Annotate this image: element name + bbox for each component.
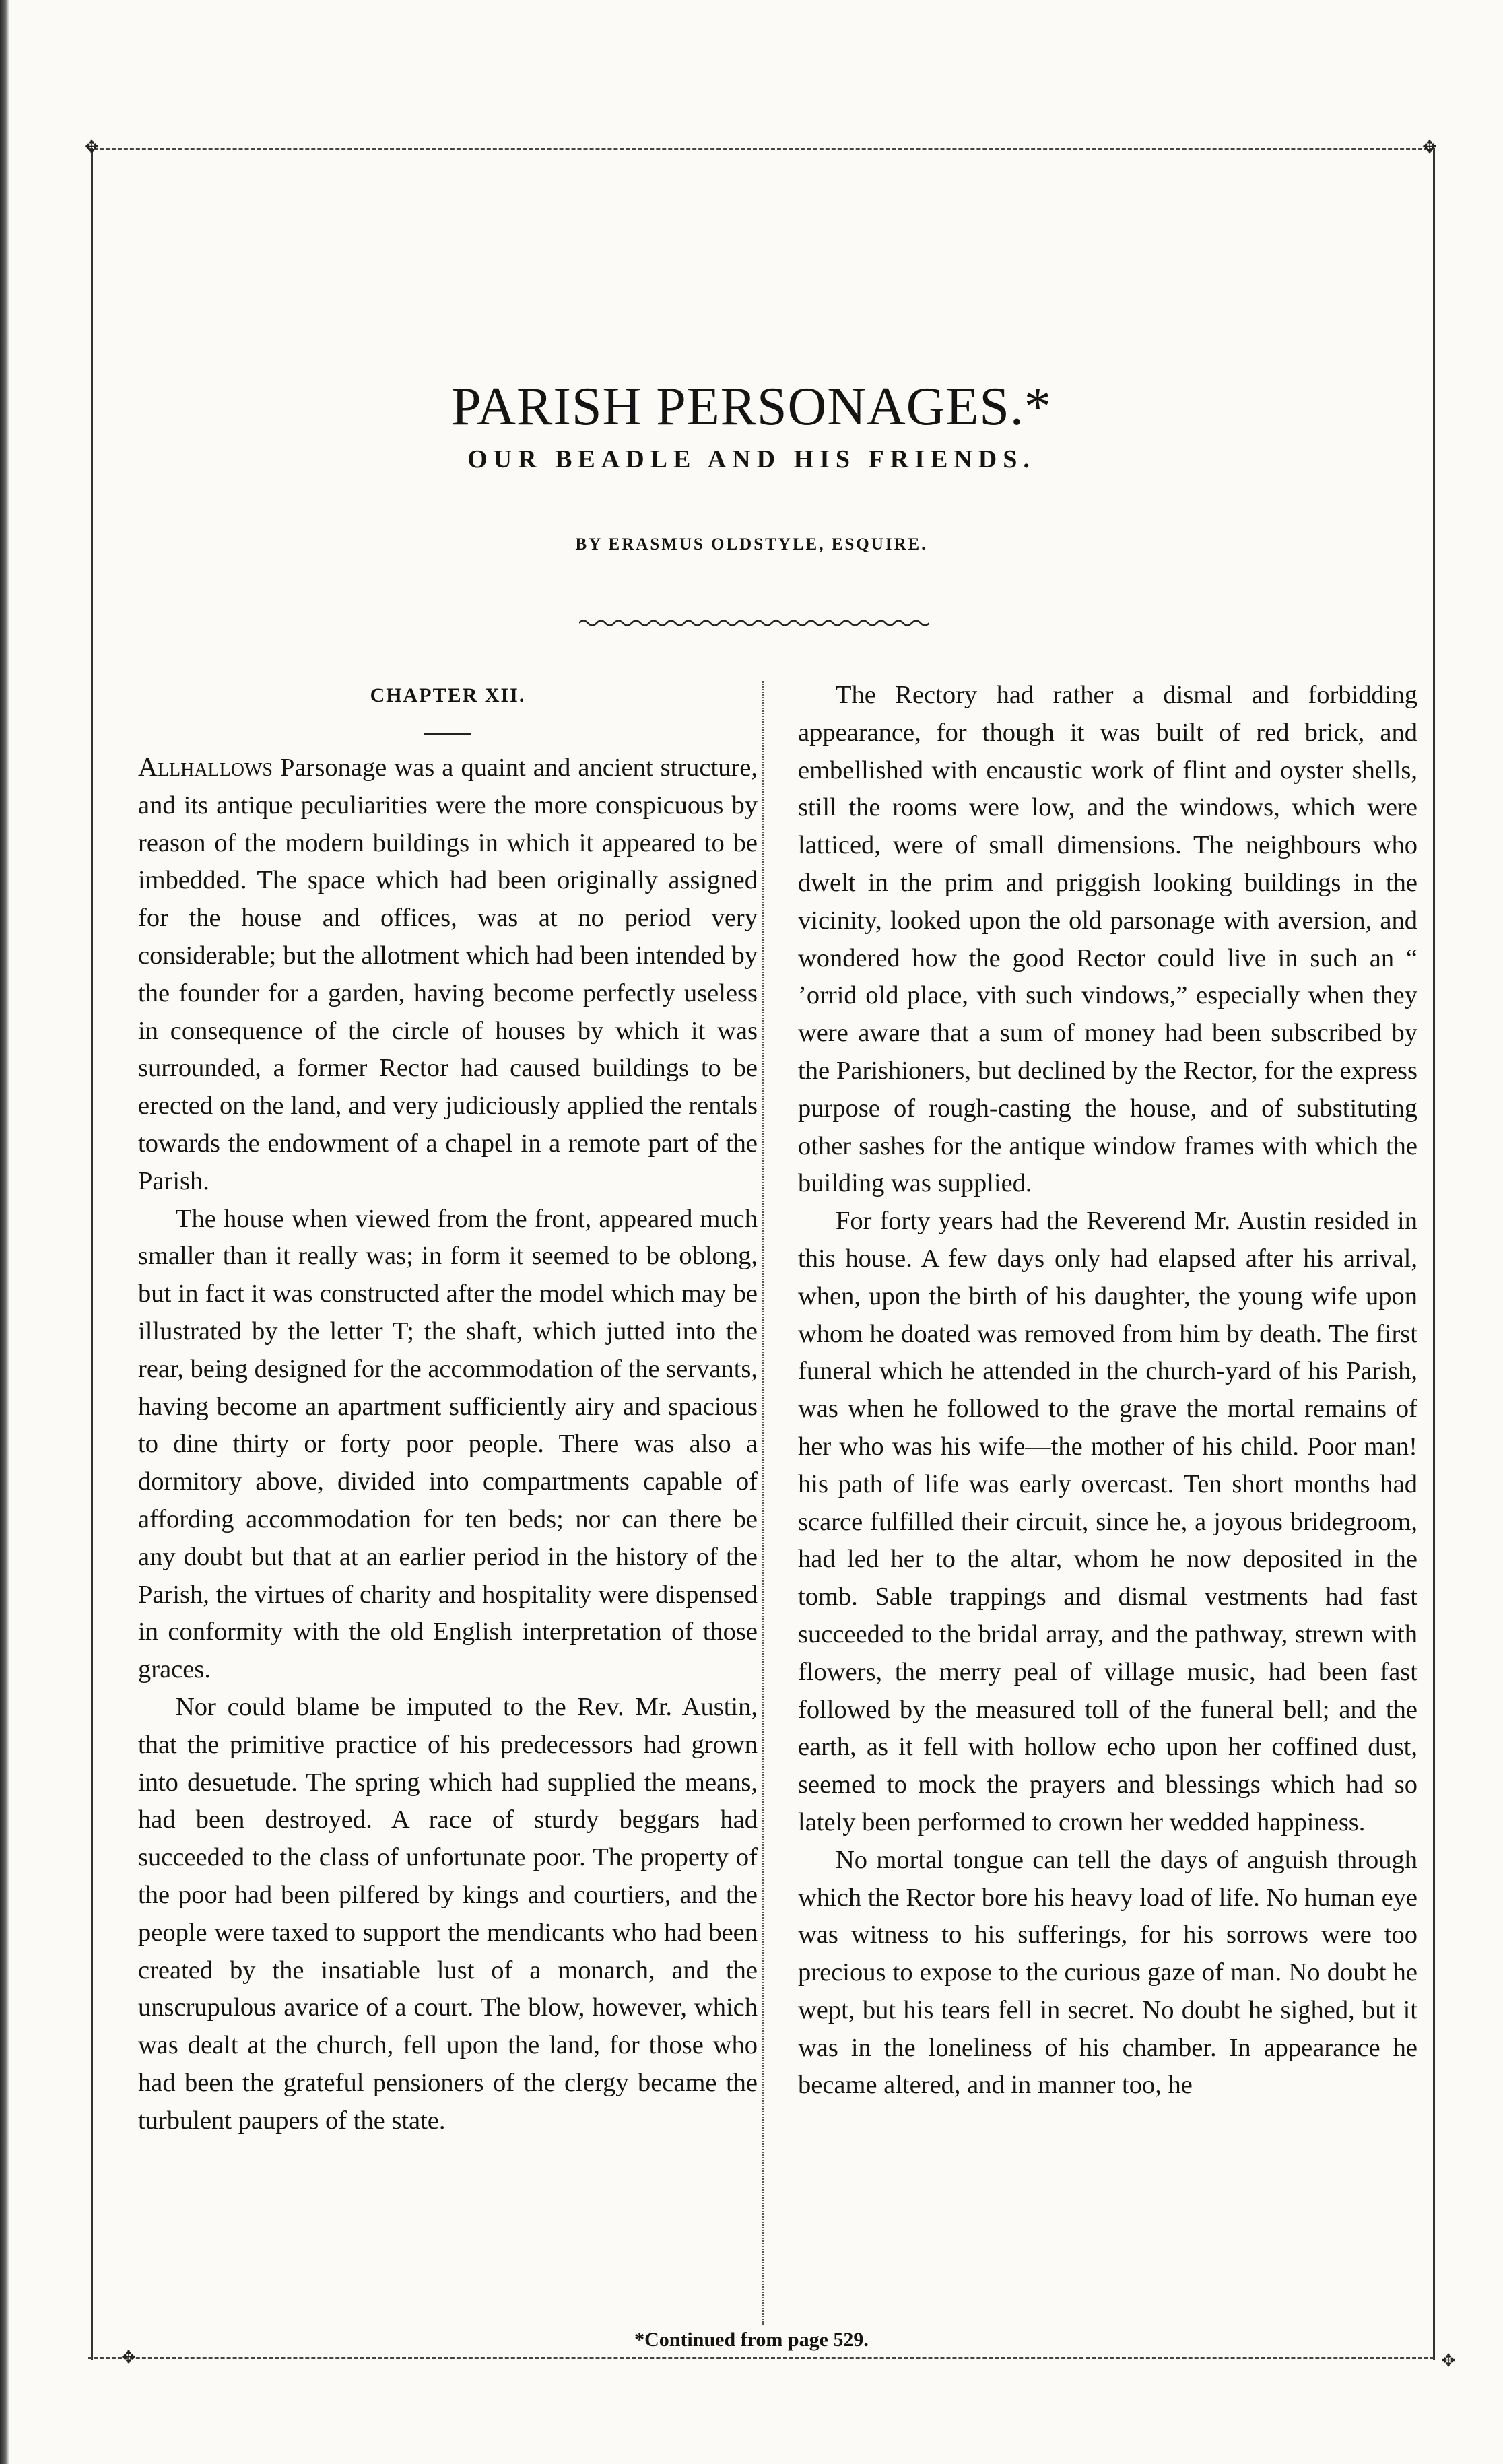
author-byline: BY ERASMUS OLDSTYLE, ESQUIRE.: [575, 535, 928, 554]
footnote: *Continued from page 529.: [634, 2329, 869, 2351]
paragraph-text: Parsonage was a quaint and ancient structure, and its antique peculiarities were the more conspicuous by reason of the modern buildings in which it appeared to be imbedded. The space which had been originally assigned for the house and offices, was at no period very considerable; but the allotment which had been intended by the founder for a garden, having become perfectly useless in consequence of the circle of houses by which it was surrounded, a former Rector had caused buildings to be erected on the land, and very judiciously applied the rentals towards the endowment of a chapel in a remote part of the Parish.: [138, 754, 758, 1195]
chapter-heading: CHAPTER XII.: [370, 684, 526, 706]
corner-ornament-icon: ✥: [84, 137, 99, 157]
left-text-column: [138, 677, 758, 2139]
column-divider: [762, 681, 764, 2325]
right-text-column: [798, 677, 1417, 2104]
chapter-dash: [138, 714, 758, 748]
corner-ornament-icon: ✥: [121, 2348, 136, 2367]
corner-ornament-icon: ✥: [1441, 2351, 1456, 2370]
corner-ornament-icon: ✥: [1422, 137, 1437, 157]
border-bottom-rule: [88, 2357, 1434, 2366]
wavy-rule-ornament: [579, 618, 929, 628]
paragraph: The house when viewed from the front, appeared much smaller than it really was; in form it seemed to be oblong, but in fact it was constructed after the model which may be illustrated by the letter T; the shaft, which jutted into the rear, being designed for the accommodation of the servants, having become an apartment sufficiently airy and spacious to dine thirty or forty poor people. There was also a dormitory above, divided into compartments capable of affording accommodation for ten beds; nor can there be any doubt but that at an earlier period in the history of the Parish, the virtues of charity and hospitality were dispensed in conformity with the old English interpretation of those graces.: [138, 1204, 758, 1684]
article-title: PARISH PERSONAGES.*: [451, 376, 1052, 436]
article-subtitle: OUR BEADLE AND HIS FRIENDS.: [467, 445, 1036, 473]
page-binding-edge: [0, 0, 9, 2464]
paragraph: The Rectory had rather a dismal and forbidding appearance, for though it was built of red brick, and embellished with encaustic work of flint and oyster shells, still the rooms were low, and the windows, which were latticed, were of small dimensions. The neighbours who dwelt in the prim and priggish looking buildings in the vicinity, looked upon the old parsonage with aversion, and wondered how the good Rector could live in such an “ ’orrid old place, vith such vindows,” especially when they were aware that a sum of money had been subscribed by the Parishioners, but declined by the Rector, for the express purpose of rough-casting the house, and of substituting other sashes for the antique window frames with which the building was supplied.: [798, 681, 1417, 1198]
paragraph: Nor could blame be imputed to the Rev. Mr. Austin, that the primitive practice of his predecessors had grown into desuetude. The spring which had supplied the means, had been destroyed. A race of sturdy beggars had succeeded to the class of unfortunate poor. The property of the poor had been pilfered by kings and courtiers, and the people were taxed to support the mendicants who had been created by the insatiable lust of a monarch, and the unscrupulous avarice of a court. The blow, however, which was dealt at the church, fell upon the land, for those who had been the grateful pensioners of the clergy became the turbulent paupers of the state.: [138, 1692, 758, 2135]
border-top-rule: [88, 148, 1434, 157]
paragraph: No mortal tongue can tell the days of anguish through which the Rector bore his heavy load of life. No human eye was witness to his sufferings, for his sorrows were too precious to expose to the curious gaze of man. No doubt he wept, but his tears fell in secret. No doubt he sighed, but it was in the loneliness of his chamber. In appearance he became altered, and in manner too, he: [798, 1845, 1417, 2100]
paragraph: For forty years had the Reverend Mr. Austin resided in this house. A few days only had elapsed after his arrival, when, upon the birth of his daughter, the young wife upon whom he doated was removed from him by death. The first funeral which he attended in the church-yard of his Parish, was when he followed to the grave the mortal remains of her who was his wife—the mother of his child. Poor man! his path of life was early overcast. Ten short months had scarce fulfilled their circuit, since he, a joyous bridegroom, had led her to the altar, whom he now deposited in the tomb. Sable trappings and dismal vestments had fast succeeded to the bridal array, and the pathway, strewn with flowers, the merry peal of village music, had been fast followed by the measured toll of the funeral bell; and the earth, as it fell with hollow echo upon her coffined dust, seemed to mock the prayers and blessings which had so lately been performed to crown her wedded happiness.: [798, 1207, 1417, 1836]
drop-lead-word: Allhallows: [138, 752, 273, 782]
paragraph: [138, 748, 758, 1201]
